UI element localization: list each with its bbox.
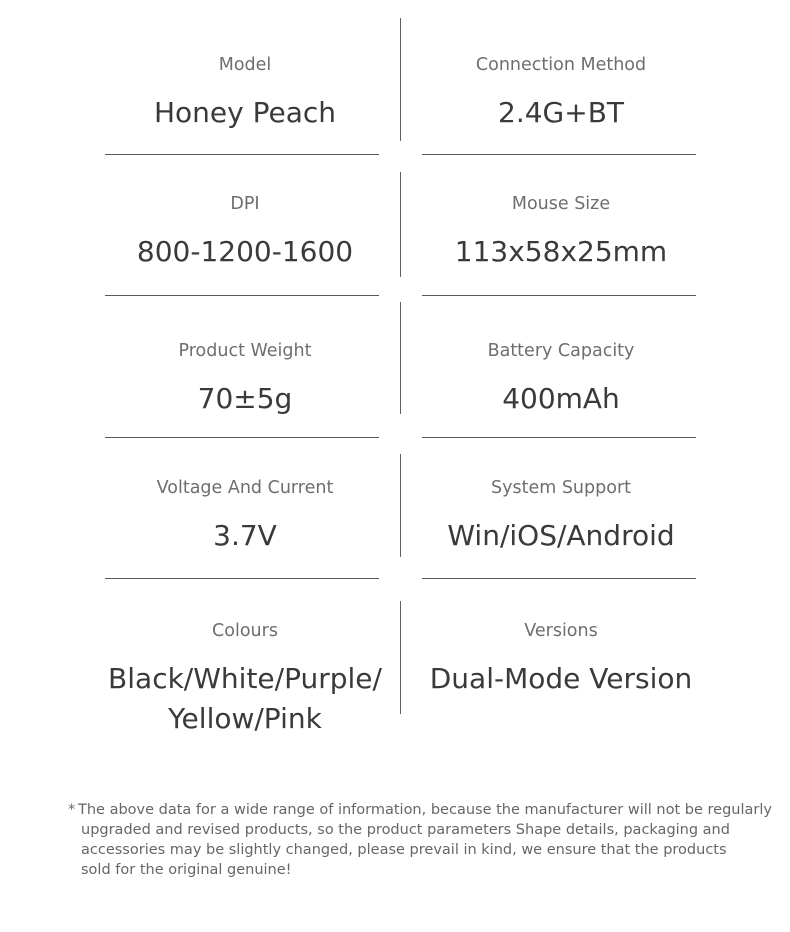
column-divider	[400, 454, 401, 557]
spec-product-weight	[100, 340, 390, 419]
spec-battery-capacity	[416, 340, 706, 419]
spec-colours	[100, 620, 390, 739]
spec-value: 3.7V	[213, 519, 277, 552]
spec-value: 2.4G+BT	[498, 96, 624, 129]
row-divider	[105, 437, 379, 438]
row-divider	[422, 154, 696, 155]
column-divider	[400, 601, 401, 714]
spec-voltage-current	[100, 477, 390, 556]
spec-label: Colours	[212, 621, 278, 641]
spec-value: 70±5g	[197, 382, 293, 415]
spec-label: Battery Capacity	[487, 341, 635, 361]
note-line: sold for the original genuine!	[81, 862, 292, 878]
spec-value: 113x58x25mm	[454, 235, 668, 268]
spec-value-line-1: Black/White/Purple/	[108, 662, 382, 695]
spec-label: Versions	[524, 621, 598, 641]
spec-label: DPI	[230, 194, 260, 214]
spec-label: Voltage And Current	[156, 478, 334, 498]
column-divider	[400, 18, 401, 141]
note-line: accessories may be slightly changed, please prevail in kind, we ensure that the products	[81, 842, 727, 858]
spec-label: System Support	[491, 478, 631, 498]
column-divider	[400, 172, 401, 277]
note-line: upgraded and revised products, so the product parameters Shape details, packaging and	[81, 822, 730, 838]
asterisk-mark: *	[68, 802, 76, 818]
spec-connection-method	[416, 54, 706, 133]
row-divider	[105, 578, 379, 579]
spec-label: Model	[218, 55, 272, 75]
row-divider	[422, 578, 696, 579]
spec-label: Connection Method	[475, 55, 647, 75]
spec-mouse-size	[416, 193, 706, 272]
row-divider	[105, 154, 379, 155]
row-divider	[422, 437, 696, 438]
spec-value: Honey Peach	[153, 96, 337, 129]
spec-label: Product Weight	[178, 341, 312, 361]
spec-value-line-2: Yellow/Pink	[168, 702, 322, 735]
row-divider	[422, 295, 696, 296]
row-divider	[105, 295, 379, 296]
spec-value: Win/iOS/Android	[447, 519, 675, 552]
spec-system-support	[416, 477, 706, 556]
spec-model	[100, 54, 390, 133]
column-divider	[400, 302, 401, 414]
spec-value: 400mAh	[502, 382, 620, 415]
spec-dpi	[100, 193, 390, 272]
spec-value: 800-1200-1600	[136, 235, 354, 268]
spec-value: Dual-Mode Version	[429, 662, 693, 695]
spec-label: Mouse Size	[511, 194, 611, 214]
note-line: The above data for a wide range of information, because the manufacturer will not be regularly	[78, 802, 772, 818]
spec-versions	[416, 620, 706, 699]
disclaimer-note	[68, 800, 772, 880]
